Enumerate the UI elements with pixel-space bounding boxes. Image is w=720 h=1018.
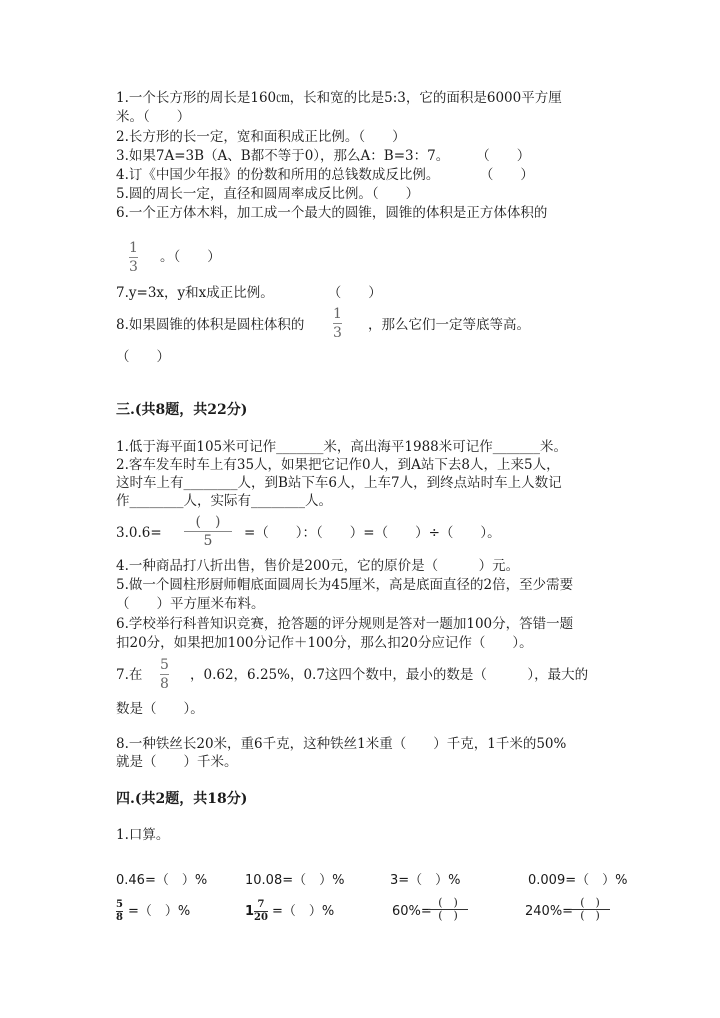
fraction-numerator: 1 [333,306,342,322]
fill-q3-tail: =（ ）：（ ）=（ ）÷（ ）。 [244,525,501,541]
calc-r2-c4-lead: 240%= [525,904,574,919]
judge-q8: 8.如果圆锥的体积是圆柱体积的 [116,317,305,333]
fraction-denominator: 3 [129,259,138,275]
judge-q8-tail: ，那么它们一定等底等高。 [368,317,530,333]
calc-item-4: 0.009=（ ）% [528,873,628,888]
judge-q7: 7.y=3x，y和x成正比例。 （ ） [116,285,382,301]
judge-q4: 4.订《中国少年报》的份数和所用的总钱数成反比例。 （ ） [116,167,534,183]
judge-q8-paren: （ ） [116,349,170,365]
fraction-denominator: ( ) [580,909,600,922]
fill-q8-line2: 就是（ ）千米。 [116,754,238,770]
fill-q3-lead: 3.0.6= [116,525,162,541]
judge-q6-tail: 。（ ） [160,249,221,265]
fill-q5-line2: （ ）平方厘米布料。 [116,596,265,612]
fraction-numerator: 1 [129,240,138,256]
calc-r2-c3-fraction [428,898,468,921]
fill-q7-fraction [160,657,169,692]
fraction-denominator: 3 [333,325,342,341]
calc-r2-c2-whole: 1 [245,904,255,919]
calc-r2-c4-fraction [570,898,610,921]
judge-q3: 3.如果7A=3B（A、B都不等于0），那么A：B=3：7。 （ ） [116,148,531,164]
fill-q5-line1: 5.做一个圆柱形厨师帽底面圆周长为45厘米，高是底面直径的2倍，至少需要 [116,577,574,593]
calc-item-1: 0.46=（ ）% [116,873,208,888]
fraction-denominator: 8 [160,676,169,692]
fraction-numerator: 7 [257,899,265,910]
judge-q2: 2.长方形的长一定，宽和面积成正比例。（ ） [116,129,406,145]
fill-q7-line2: 数是（ ）。 [116,701,204,717]
fraction-denominator: 5 [203,533,213,549]
fraction-numerator: 5 [160,657,169,673]
section4-title: 四.(共2题，共18分) [116,791,248,807]
calc-q1: 1.口算。 [116,827,170,843]
fraction-numerator: 5 [116,899,123,910]
fill-q4: 4.一种商品打八折出售，售价是200元，它的原价是（ ）元。 [116,558,520,574]
fill-q3-fraction [184,514,232,549]
fill-q2-line3: 作________人，实际有________人。 [116,493,332,509]
judge-q1-line1: 1.一个长方形的周长是160㎝，长和宽的比是5:3，它的面积是6000平方厘 [116,90,562,106]
fraction-bar [160,674,169,675]
fill-q7-tail: ，0.62，6.25%，0.7这四个数中，最小的数是（ ），最大的 [190,667,589,683]
calc-r2-c1-fraction [116,900,123,923]
fraction-denominator: 20 [254,912,268,923]
fraction-numerator: ( ) [195,514,221,530]
fill-q2-line2: 这时车上有________人，到B站下车6人，上车7人，到终点站时车上人数记 [116,475,562,491]
judge-q5: 5.圆的周长一定，直径和圆周率成反比例。（ ） [116,186,420,202]
fraction-bar [333,323,342,324]
fraction-bar [184,531,232,532]
calc-item-3: 3=（ ）% [390,873,461,888]
judge-q8-fraction [333,306,342,341]
judge-q6: 6.一个正方体木料，加工成一个最大的圆锥，圆锥的体积是正方体体积的 [116,205,548,221]
calc-r2-c2-tail: =（ ）% [272,904,335,919]
fill-q6-line1: 6.学校举行科普知识竞赛，抢答题的评分规则是答对一题加100分，答错一题 [116,616,574,632]
fraction-denominator: ( ) [438,909,458,922]
calc-r2-c1-tail: =（ ）% [128,904,191,919]
calc-r2-c3-lead: 60%= [392,904,432,919]
fraction-bar [129,257,138,258]
fill-q7-lead: 7.在 [116,667,143,683]
fill-q2-line1: 2.客车发车时车上有35人，如果把它记作0人，到A站下去8人，上来5人， [116,457,560,473]
calc-item-2: 10.08=（ ）% [245,873,345,888]
fill-q8-line1: 8.一种铁丝长20米，重6千克，这种铁丝1米重（ ）千克，1千米的50% [116,736,567,752]
judge-q1-line2: 米。（ ） [116,109,191,125]
section3-title: 三.(共8题，共22分) [116,402,248,418]
fill-q1: 1.低于海平面105米可记作_______米，高出海平1988米可记作_______米。 [116,439,568,455]
fill-q6-line2: 扣20分，如果把加100分记作＋100分，那么扣20分应记作（ ）。 [116,635,533,651]
calc-r2-c2-fraction [254,900,268,923]
fraction-denominator: 8 [116,912,123,923]
fraction-numerator: ( ) [438,896,458,909]
fraction-numerator: ( ) [580,896,600,909]
judge-q6-fraction [129,240,138,275]
